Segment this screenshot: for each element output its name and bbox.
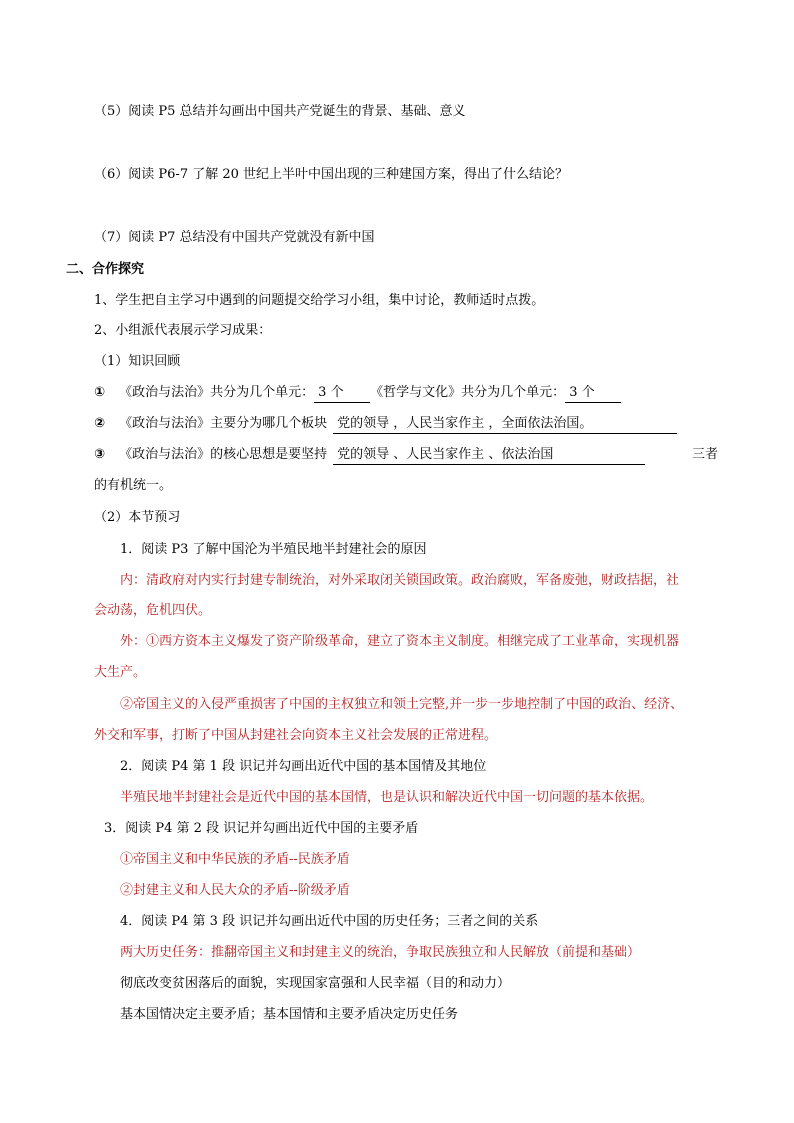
preview-item-1-outer-3: ②帝国主义的入侵严重损害了中国的主权独立和领土完整,并一步一步地控制了中国的政治、经济、 [120,697,684,712]
preview-item-1-inner-1: 内：清政府对内实行封建专制统治，对外采取闭关锁国政策。政治腐败，军备废弛，财政拮据，社 [120,573,680,588]
review-question-2 [94,415,677,434]
cooperation-step-2: 2、小组派代表展示学习成果： [94,323,272,338]
question-2-text: 《政治与法治》主要分为哪几个板块 [119,416,328,431]
question-1-text-a: 《政治与法治》共分为几个单元： [119,385,315,400]
preview-item-2-title: 2．阅读 P4 第 1 段 识记并勾画出近代中国的基本国情及其地位 [120,759,487,774]
preview-item-4-title: 4．阅读 P4 第 3 段 识记并勾画出近代中国的历史任务；三者之间的关系 [120,914,539,929]
preview-item-1-outer-4: 外交和军事，打断了中国从封建社会向资本主义社会发展的正常进程。 [94,728,498,743]
question-2-blank: 党的领导 ，人民当家作主 ，全面依法治国。 [333,415,677,434]
preview-item-4-answer-2: 彻底改变贫困落后的面貌，实现国家富强和人民幸福（目的和动力） [120,976,511,991]
question-mark-1: ① [94,385,106,400]
self-study-item-5: （5）阅读 P5 总结并勾画出中国共产党诞生的背景、基础、意义 [94,104,466,119]
preview-item-4-answer-3: 基本国情决定主要矛盾；基本国情和主要矛盾决定历史任务 [120,1007,459,1022]
review-question-3 [94,446,645,465]
preview-item-1-outer-2: 大生产。 [94,665,147,680]
question-1-blank-b: 3 个 [565,384,621,403]
preview-item-1-inner-2: 会动荡，危机四伏。 [94,603,212,618]
self-study-item-7: （7）阅读 P7 总结没有中国共产党就没有新中国 [94,230,375,245]
review-question-1 [94,384,621,403]
preview-heading: （2）本节预习 [94,510,181,525]
question-1-blank-a: 3 个 [314,384,370,403]
question-mark-2: ② [94,416,106,431]
question-3-line-2: 的有机统一。 [94,478,173,493]
preview-item-4-answer-1: 两大历史任务：推翻帝国主义和封建主义的统治，争取民族独立和人民解放（前提和基础） [120,945,641,960]
preview-item-3-title: 3．阅读 P4 第 2 段 识记并勾画出近代中国的主要矛盾 [104,821,419,836]
question-3-tail: 三者 [692,447,719,462]
review-heading: （1）知识回顾 [94,354,181,369]
preview-item-3-answer-1: ①帝国主义和中华民族的矛盾--民族矛盾 [120,852,350,867]
question-3-text: 《政治与法治》的核心思想是要坚持 [119,447,328,462]
cooperation-step-1: 1、学生把自主学习中遇到的问题提交给学习小组，集中讨论，教师适时点拨。 [94,293,545,308]
preview-item-3-answer-2: ②封建主义和人民大众的矛盾--阶级矛盾 [120,883,350,898]
section-heading-cooperation: 二、合作探究 [66,262,145,277]
question-3-blank: 党的领导 、人民当家作主 、依法治国 [333,446,645,465]
preview-item-1-title: 1．阅读 P3 了解中国沦为半殖民地半封建社会的原因 [120,542,427,557]
preview-item-1-outer-1: 外：①西方资本主义爆发了资产阶级革命，建立了资本主义制度。相继完成了工业革命，实现机器 [120,634,680,649]
question-1-text-b: 《哲学与文化》共分为几个单元： [370,385,566,400]
preview-item-2-answer: 半殖民地半封建社会是近代中国的基本国情，也是认识和解决近代中国一切问题的基本依据。 [120,790,654,805]
question-mark-3: ③ [94,447,106,462]
self-study-item-6: （6）阅读 P6-7 了解 20 世纪上半叶中国出现的三种建国方案，得出了什么结论？ [94,167,569,182]
